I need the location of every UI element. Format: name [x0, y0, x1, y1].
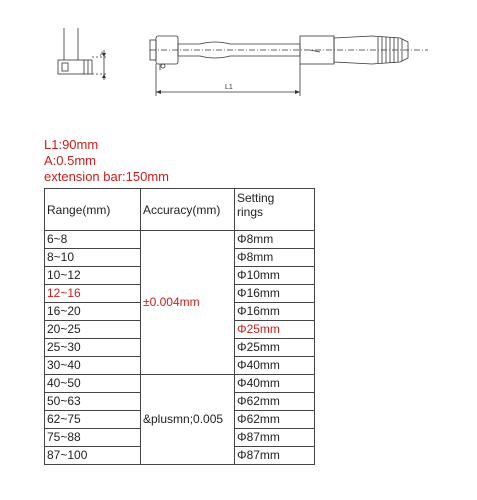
- specifications: [44, 137, 169, 185]
- accuracy-cell: &plusmn;0.005: [141, 375, 235, 465]
- range-cell: 25~30: [45, 339, 141, 357]
- setting-ring-cell: Φ62mm: [235, 393, 315, 411]
- dim-a-label: A: [100, 52, 105, 58]
- setting-ring-cell: Φ16mm: [235, 303, 315, 321]
- setting-ring-cell: Φ25mm: [235, 321, 315, 339]
- range-cell: 30~40: [45, 357, 141, 375]
- setting-ring-cell: Φ8mm: [235, 231, 315, 249]
- header-range: Range(mm): [45, 189, 141, 231]
- setting-ring-cell: Φ25mm: [235, 339, 315, 357]
- header-accuracy: Accuracy(mm): [141, 189, 235, 231]
- setting-ring-cell: Φ87mm: [235, 429, 315, 447]
- range-cell: 75~88: [45, 429, 141, 447]
- spec-extension-bar: extension bar:150mm: [44, 169, 170, 184]
- spec-a: A:0.5mm: [44, 153, 97, 168]
- spec-table-body: [45, 189, 315, 465]
- range-cell: 6~8: [45, 231, 141, 249]
- range-cell: 50~63: [45, 393, 141, 411]
- setting-ring-cell: Φ40mm: [235, 357, 315, 375]
- header-setting-rings: [235, 189, 315, 231]
- header-setting-line2: rings: [237, 205, 264, 219]
- setting-ring-cell: Φ10mm: [235, 267, 315, 285]
- header-setting-line1: Setting: [237, 191, 275, 205]
- accuracy-cell: ±0.004mm: [141, 231, 235, 375]
- setting-ring-cell: Φ8mm: [235, 249, 315, 267]
- technical-drawing: [0, 0, 477, 130]
- setting-ring-cell: Φ40mm: [235, 375, 315, 393]
- range-cell: 8~10: [45, 249, 141, 267]
- dim-l1-label: L1: [225, 84, 233, 91]
- range-cell: 62~75: [45, 411, 141, 429]
- table-header-row: [45, 189, 315, 231]
- spec-l1: L1:90mm: [44, 137, 99, 152]
- detail-tip: [58, 60, 92, 74]
- setting-ring-cell: Φ87mm: [235, 447, 315, 465]
- setting-ring-cell: Φ62mm: [235, 411, 315, 429]
- range-cell: 12~16: [45, 285, 141, 303]
- range-cell: 16~20: [45, 303, 141, 321]
- setting-ring-cell: Φ16mm: [235, 285, 315, 303]
- range-cell: 87~100: [45, 447, 141, 465]
- table-row: [45, 231, 315, 249]
- range-cell: 40~50: [45, 375, 141, 393]
- range-cell: 10~12: [45, 267, 141, 285]
- spec-table: [44, 188, 315, 465]
- detail-tip-inner: [62, 63, 68, 71]
- table-row: [45, 375, 315, 393]
- range-cell: 20~25: [45, 321, 141, 339]
